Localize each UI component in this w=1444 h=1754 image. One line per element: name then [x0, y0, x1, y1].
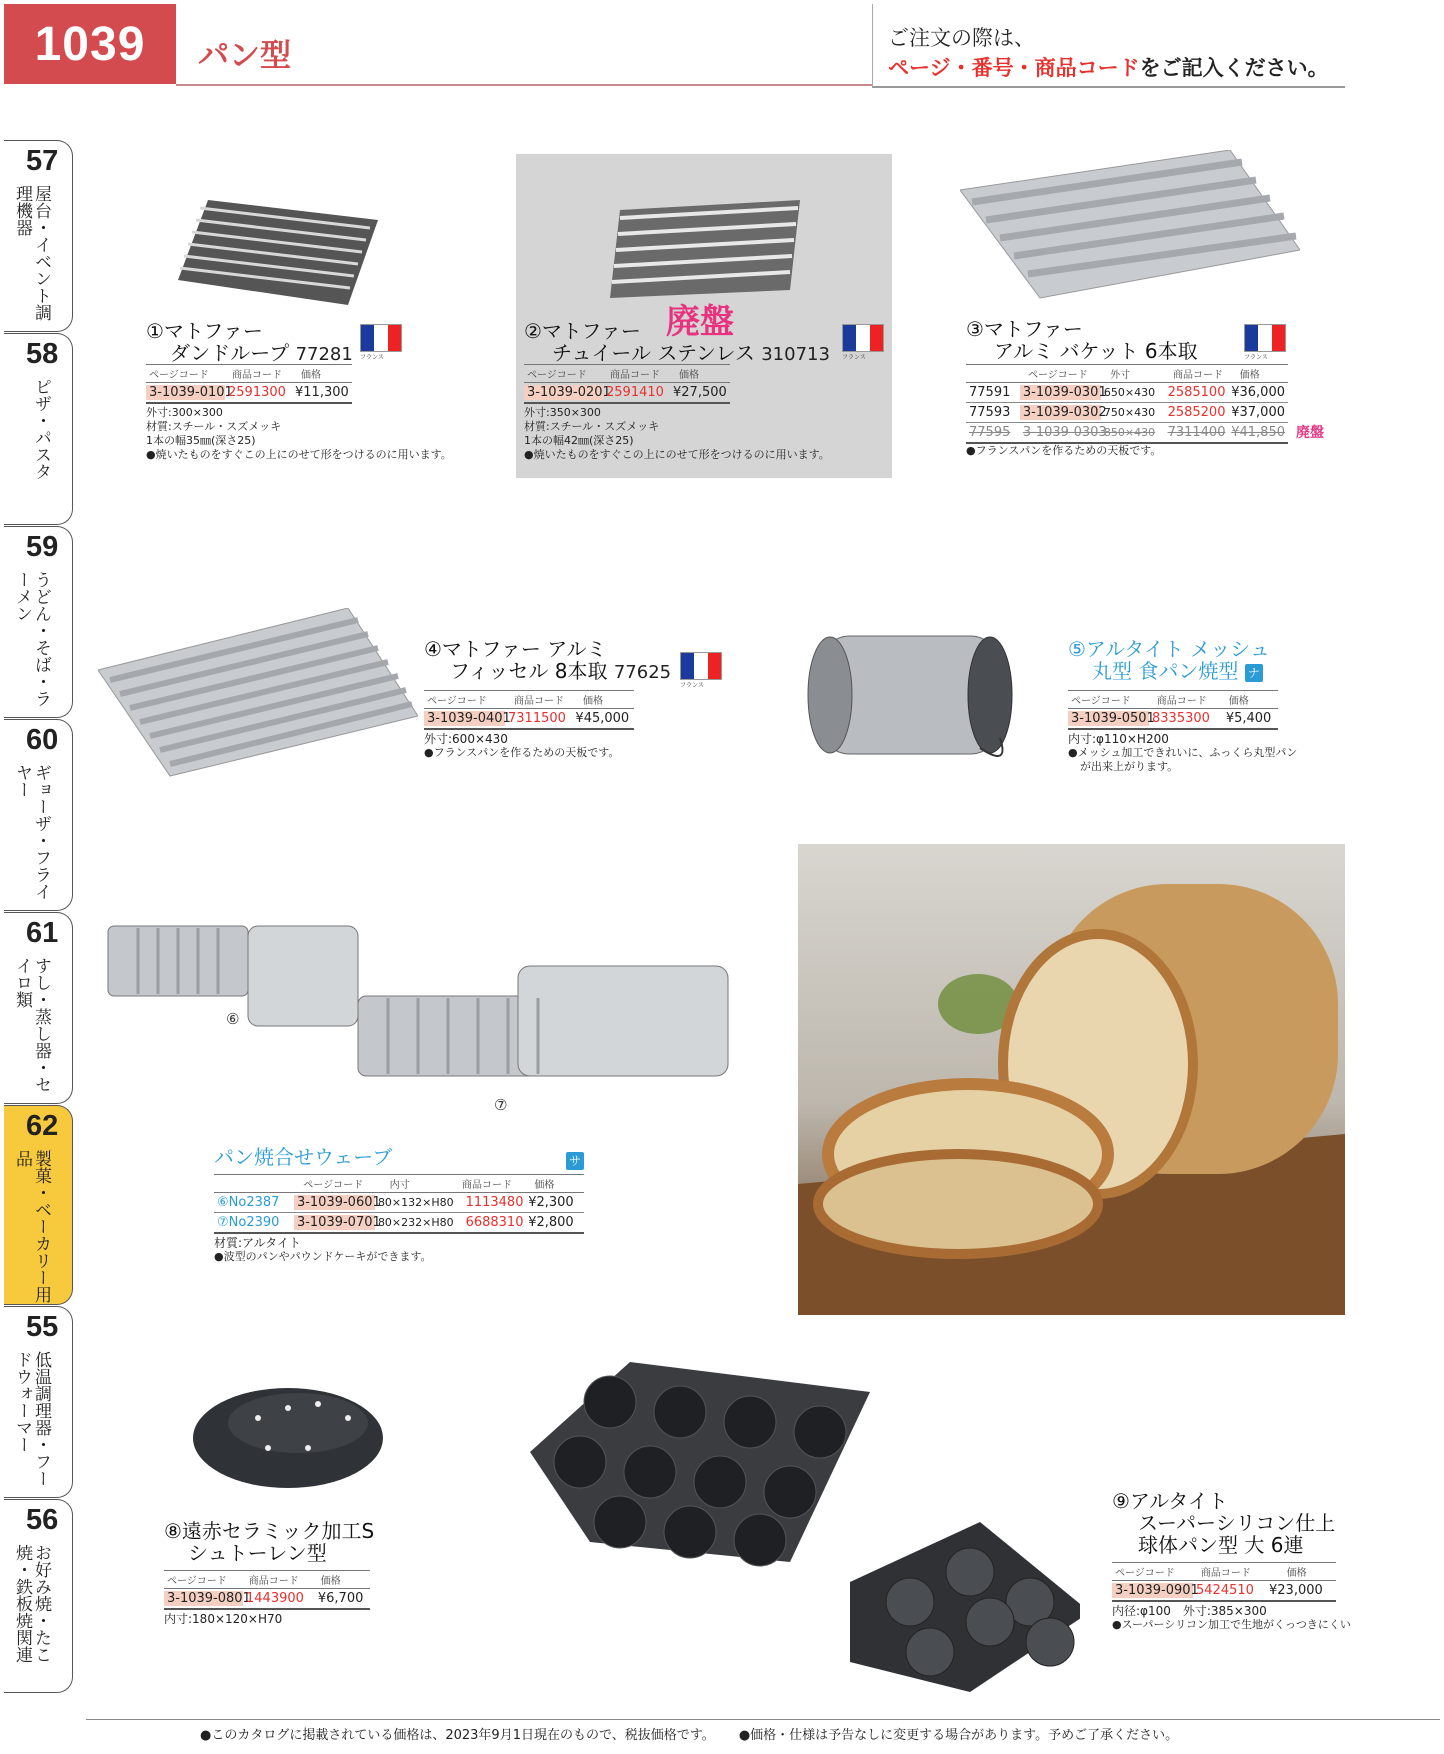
table-row — [214, 1193, 584, 1213]
model: ⑥No2387 — [217, 1195, 280, 1210]
footer-rule — [86, 1719, 1440, 1720]
page-code: 3-1039-0801 — [164, 1591, 243, 1606]
col-product-code: 商品コード — [248, 1576, 299, 1587]
col-product-code: 商品コード — [610, 370, 660, 381]
tab-label: 低温調理器・フードウォーマー — [12, 1351, 51, 1487]
flag-caption: フランス — [1244, 354, 1268, 361]
table-header — [1068, 690, 1278, 709]
product-1-flag — [360, 324, 402, 361]
product-5-image — [800, 628, 1020, 778]
tab-60[interactable] — [4, 719, 73, 911]
table-row — [424, 709, 634, 730]
page-code: 3-1039-0303 — [1022, 425, 1107, 440]
flag-caption: フランス — [360, 354, 384, 361]
col-product-code: 商品コード — [514, 696, 564, 707]
product-8-name-line1: ⑧遠赤セラミック加工S — [164, 1519, 375, 1543]
price: ¥23,000 — [1269, 1583, 1323, 1598]
table-row — [146, 383, 352, 404]
price: ¥36,000 — [1231, 385, 1285, 400]
product-2-name-line1: ②マトファー — [524, 319, 641, 343]
table-header — [524, 364, 730, 383]
product-code: 2591300 — [228, 385, 286, 400]
col-page-code: ページコード — [1028, 370, 1088, 381]
col-price: 価格 — [301, 370, 321, 381]
tab-number: 55 — [26, 1311, 59, 1343]
page-code: 3-1039-0401 — [424, 711, 505, 726]
product-9-name-line2: スーパーシリコン仕上 — [1138, 1511, 1336, 1535]
price: ¥2,300 — [528, 1195, 574, 1210]
col-price: 価格 — [534, 1180, 555, 1191]
model: 77593 — [969, 405, 1011, 420]
product-2-notes — [524, 406, 830, 462]
product-4-notes — [424, 732, 619, 760]
maker-tag-icon: サ — [566, 1152, 584, 1170]
product-3-discontinued-mark: 廃盤 — [1296, 425, 1324, 441]
table-header — [164, 1570, 370, 1589]
product-code: 8335300 — [1152, 711, 1210, 726]
note-line: 内寸:φ110×H200 — [1068, 732, 1169, 746]
page-code: 3-1039-0901 — [1112, 1583, 1193, 1598]
product-8-notes: 内寸:180×120×H70 — [164, 1612, 283, 1626]
product-4-name: フィッセル 8本取 — [450, 659, 608, 683]
product-4-model: 77625 — [613, 662, 672, 683]
page-number: 1039 — [4, 4, 176, 84]
tab-58[interactable] — [4, 333, 73, 525]
table-row — [214, 1213, 584, 1234]
product-3-flag — [1244, 324, 1286, 361]
table-header — [424, 690, 634, 709]
tab-61[interactable] — [4, 912, 73, 1104]
tab-label: お好み焼・たこ焼・鉄板焼関連 — [12, 1544, 51, 1663]
note-line: 内径:φ100 外寸:385×300 — [1112, 1604, 1267, 1618]
product-4-image — [98, 608, 418, 778]
product-2-spec-table — [524, 364, 730, 404]
france-flag-icon — [1244, 324, 1286, 352]
products-6-7-title: パン焼合せウェーブ — [214, 1145, 393, 1169]
product-4-name-line2 — [450, 660, 671, 684]
france-flag-icon — [360, 324, 402, 352]
products-6-7-tag — [566, 1150, 584, 1170]
footer-notice — [200, 1724, 1178, 1743]
product-code: 7311500 — [508, 711, 566, 726]
product-1-name: ダンドループ — [170, 341, 290, 365]
product-8-spec-table — [164, 1570, 370, 1610]
product-2-name: チュイール ステンレス — [552, 341, 755, 365]
table-header — [146, 364, 352, 383]
tab-57[interactable] — [4, 140, 73, 332]
price: ¥2,800 — [528, 1215, 574, 1230]
product-9-name-line1: ⑨アルタイト — [1112, 1489, 1228, 1513]
col-product-code: 商品コード — [232, 370, 282, 381]
tab-62-active[interactable] — [4, 1105, 73, 1305]
product-2-flag — [842, 324, 884, 361]
page-code: 3-1039-0302 — [1020, 405, 1101, 420]
note-line: 材質:スチール・スズメッキ — [524, 420, 660, 433]
product-4-name-line1: ④マトファー アルミ — [424, 637, 607, 661]
product-4-spec-table — [424, 690, 634, 730]
col-page-code: ページコード — [527, 370, 587, 381]
col-price: 価格 — [320, 1576, 341, 1587]
tab-label: うどん・そば・ラーメン — [12, 571, 51, 707]
maker-tag-icon: ナ — [1245, 664, 1263, 682]
tab-label: すし・蒸し器・セイロ類 — [12, 957, 51, 1093]
col-page-code: ページコード — [167, 1576, 227, 1587]
france-flag-icon — [842, 324, 884, 352]
tab-label: ギョーザ・フライヤー — [12, 764, 51, 900]
note-line: 外寸:600×430 — [424, 732, 508, 746]
note-line: 1本の幅35㎜(深さ25) — [146, 434, 256, 447]
table-row — [966, 403, 1288, 423]
size: 750×430 — [1103, 406, 1156, 419]
product-3-name-line2: アルミ バケット 6本取 — [994, 339, 1198, 363]
table-header — [1112, 1562, 1336, 1581]
product-1-image — [178, 190, 388, 310]
product-1-name-line2 — [170, 342, 353, 366]
model: 77595 — [969, 425, 1011, 440]
table-row — [524, 383, 730, 404]
price: ¥5,400 — [1225, 711, 1272, 726]
col-page-code: ページコード — [1071, 696, 1131, 707]
col-product-code: 商品コード — [1200, 1568, 1251, 1579]
price: ¥27,500 — [673, 385, 727, 400]
col-price: 価格 — [1286, 1568, 1307, 1579]
product-1-model: 77281 — [295, 344, 353, 365]
col-page-code: ページコード — [427, 696, 487, 707]
tab-number: 61 — [26, 917, 59, 949]
tab-59[interactable] — [4, 526, 73, 718]
tab-number: 58 — [26, 338, 59, 370]
product-code: 1113480 — [465, 1195, 524, 1210]
note-line: 材質:アルタイト — [214, 1236, 301, 1250]
order-notice-rest: をご記入ください。 — [1139, 56, 1329, 80]
col-price: 価格 — [1228, 696, 1249, 707]
col-price: 価格 — [1239, 370, 1260, 381]
product-1-spec-table — [146, 364, 352, 404]
col-page-code: ページコード — [149, 370, 209, 381]
product-9-image — [530, 1362, 1080, 1702]
size: 80×132×H80 — [377, 1196, 454, 1209]
product-8-image — [188, 1378, 388, 1498]
product-3-name-line1: ③マトファー — [966, 317, 1083, 341]
model: 77591 — [969, 385, 1011, 400]
product-code: 2585200 — [1167, 405, 1226, 420]
product-7-label: ⑦ — [494, 1096, 508, 1114]
price: ¥6,700 — [317, 1591, 364, 1606]
product-9-spec-table — [1112, 1562, 1336, 1602]
product-8-name-line2: シュトーレン型 — [188, 1541, 327, 1565]
france-flag-icon — [680, 652, 722, 680]
col-product-code: 商品コード — [462, 1180, 512, 1191]
tab-56[interactable] — [4, 1499, 73, 1693]
tab-number: 57 — [26, 145, 59, 177]
price: ¥11,300 — [295, 385, 349, 400]
page-code: 3-1039-0301 — [1020, 385, 1101, 400]
product-1-name-line1: ①マトファー — [146, 319, 263, 343]
note-line: 材質:スチール・スズメッキ — [146, 420, 282, 433]
col-price: 価格 — [679, 370, 699, 381]
products-6-7-image — [98, 886, 738, 1116]
table-header — [214, 1174, 584, 1193]
footer-price-date: ●このカタログに掲載されている価格は、2023年9月1日現在のもので、税抜価格です。 — [200, 1728, 715, 1743]
order-notice-line1: ご注文の際は、 — [888, 26, 1035, 50]
model: ⑦No2390 — [217, 1215, 280, 1230]
product-code: 1443900 — [246, 1591, 304, 1606]
product-5-name-line2 — [1092, 660, 1263, 682]
col-page-code: ページコード — [1115, 1568, 1175, 1579]
col-page-code: ページコード — [303, 1180, 364, 1191]
col-size: 内寸 — [389, 1180, 410, 1191]
product-5-name: 丸型 食パン焼型 — [1092, 659, 1239, 683]
page-title: パン型 — [198, 38, 291, 74]
tab-number: 60 — [26, 724, 59, 756]
product-4-flag — [680, 652, 722, 689]
price: ¥37,000 — [1231, 405, 1285, 420]
note-line: ●スーパーシリコン加工で生地がくっつきにくい — [1112, 1618, 1351, 1631]
product-3-image — [960, 150, 1300, 300]
note-line: ●焼いたものをすぐこの上にのせて形をつけるのに用います。 — [524, 448, 830, 461]
col-product-code: 商品コード — [1156, 696, 1207, 707]
product-1-notes — [146, 406, 452, 462]
flag-caption: フランス — [680, 682, 704, 689]
product-5-name-line1: ⑤アルタイト メッシュ — [1068, 637, 1270, 661]
table-row — [966, 383, 1288, 403]
tab-number: 62 — [26, 1110, 59, 1142]
col-price: 価格 — [583, 696, 603, 707]
size: 850×430 — [1103, 426, 1156, 439]
product-9-name-line3: 球体パン型 大 6連 — [1138, 1533, 1304, 1557]
products-6-7-spec-table — [214, 1174, 584, 1234]
note-line: 外寸:350×300 — [524, 406, 601, 419]
bread-photo — [798, 844, 1345, 1315]
note-line: 1本の幅42㎜(深さ25) — [524, 434, 634, 447]
table-row — [1112, 1581, 1336, 1602]
page-code: 3-1039-0701 — [294, 1215, 375, 1230]
col-product-code: 商品コード — [1173, 370, 1224, 381]
note-line: が出来上がります。 — [1080, 760, 1179, 773]
note-line: ●メッシュ加工できれいに、ふっくら丸型パン — [1068, 746, 1298, 759]
product-2-discontinued-mark: 廃盤 — [666, 302, 734, 342]
size: 80×232×H80 — [377, 1216, 454, 1229]
note-line: ●フランスパンを作るための天板です。 — [424, 746, 620, 759]
product-9-notes — [1112, 1604, 1351, 1632]
page-code: 3-1039-0101 — [146, 385, 225, 400]
product-code: 7311400 — [1167, 425, 1226, 440]
table-row-discontinued — [966, 423, 1288, 444]
product-3-note: ●フランスパンを作るための天板です。 — [966, 444, 1162, 457]
price: ¥45,000 — [575, 711, 630, 726]
order-notice-line2 — [888, 52, 1329, 82]
page-code: 3-1039-0201 — [524, 385, 603, 400]
price: ¥41,850 — [1231, 425, 1285, 440]
tab-number: 59 — [26, 531, 59, 563]
page-code: 3-1039-0601 — [294, 1195, 375, 1210]
header-rule — [176, 84, 873, 86]
tab-label: ピザ・パスタ — [31, 378, 51, 480]
table-row — [164, 1589, 370, 1610]
size: 650×430 — [1103, 386, 1156, 399]
col-size: 外寸 — [1110, 370, 1131, 381]
product-code: 2585100 — [1167, 385, 1226, 400]
tab-number: 56 — [26, 1504, 59, 1536]
product-2-name-line2 — [552, 342, 830, 366]
note-line: 外寸:300×300 — [146, 406, 223, 419]
table-row — [1068, 709, 1278, 730]
note-line: ●波型のパンやパウンドケーキができます。 — [214, 1250, 432, 1263]
tab-label: 製菓・ベーカリー用品 — [12, 1150, 51, 1303]
note-line: ●焼いたものをすぐこの上にのせて形をつけるのに用います。 — [146, 448, 452, 461]
product-5-notes — [1068, 732, 1297, 774]
product-code: 2591410 — [606, 385, 664, 400]
page-code: 3-1039-0501 — [1068, 711, 1149, 726]
tab-label: 屋台・イベント調理機器 — [12, 185, 51, 321]
product-6-label: ⑥ — [226, 1010, 240, 1028]
product-2-image — [600, 190, 810, 300]
flag-caption: フランス — [842, 354, 866, 361]
footer-change-notice: ●価格・仕様は予告なしに変更する場合があります。予めご了承ください。 — [738, 1728, 1179, 1743]
table-header — [966, 364, 1288, 383]
product-5-spec-table — [1068, 690, 1278, 730]
product-code: 5424510 — [1196, 1583, 1254, 1598]
product-2-model: 310713 — [761, 344, 830, 365]
order-notice-highlight: ページ・番号・商品コード — [888, 56, 1140, 80]
product-code: 6688310 — [465, 1215, 524, 1230]
product-3-spec-table — [966, 364, 1288, 444]
tab-55[interactable] — [4, 1306, 73, 1498]
products-6-7-notes — [214, 1236, 432, 1264]
